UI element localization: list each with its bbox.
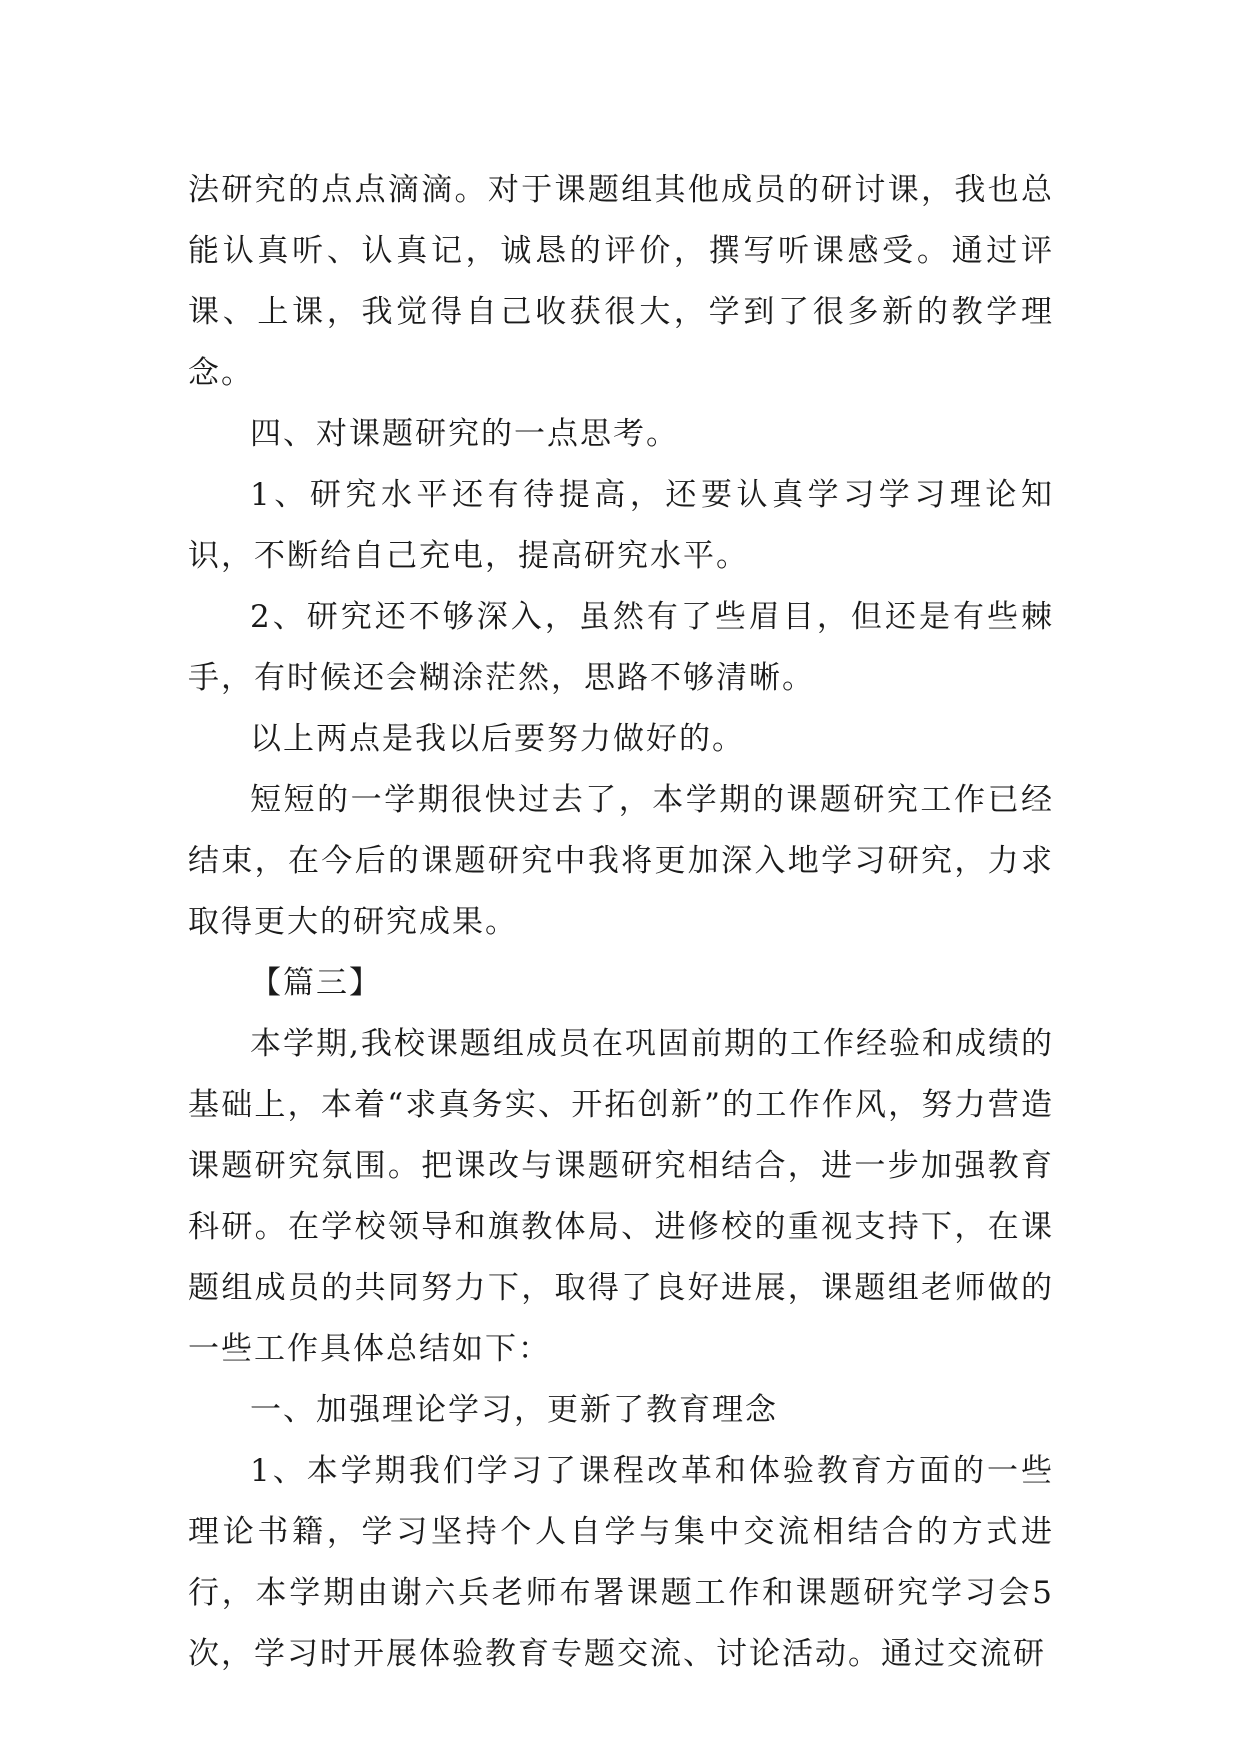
section-heading-theory: 一、加强理论学习，更新了教育理念 [250,1392,778,1428]
section-heading-reflection: 四、对课题研究的一点思考。 [250,416,679,452]
document-body [188,160,1054,1685]
list-item-theory-1: 1、本学期我们学习了课程改革和体验教育方面的一些理论书籍，学习坚持个人自学与集中交流相结合的方式进行，本学期由谢六兵老师布署课题工作和课题研究学习会5次，学习时开展体验教育专题交流、讨论活动。通过交流研 [188,1453,1054,1672]
list-item-2: 2、研究还不够深入，虽然有了些眉目，但还是有些棘手，有时候还会糊涂茫然，思路不够清晰。 [188,599,1054,696]
list-item-1: 1、研究水平还有待提高，还要认真学习学习理论知识，不断给自己充电，提高研究水平。 [188,477,1054,574]
paragraph-continuation: 法研究的点点滴滴。对于课题组其他成员的研讨课，我也总能认真听、认真记，诚恳的评价，撰写听课感受。通过评课、上课，我觉得自己收获很大，学到了很多新的教学理念。 [188,172,1054,391]
paragraph-summary: 以上两点是我以后要努力做好的。 [250,721,745,757]
chapter-heading: 【篇三】 [250,965,382,1001]
paragraph-conclusion: 短短的一学期很快过去了，本学期的课题研究工作已经结束，在今后的课题研究中我将更加深入地学习研究，力求取得更大的研究成果。 [188,782,1054,940]
paragraph-intro: 本学期,我校课题组成员在巩固前期的工作经验和成绩的基础上，本着“求真务实、开拓创新”的工作作风，努力营造课题研究氛围。把课改与课题研究相结合，进一步加强教育科研。在学校领导和旗教体局、进修校的重视支持下，在课题组成员的共同努力下，取得了良好进展，课题组老师做的一些工作具体总结如下： [188,1026,1054,1367]
